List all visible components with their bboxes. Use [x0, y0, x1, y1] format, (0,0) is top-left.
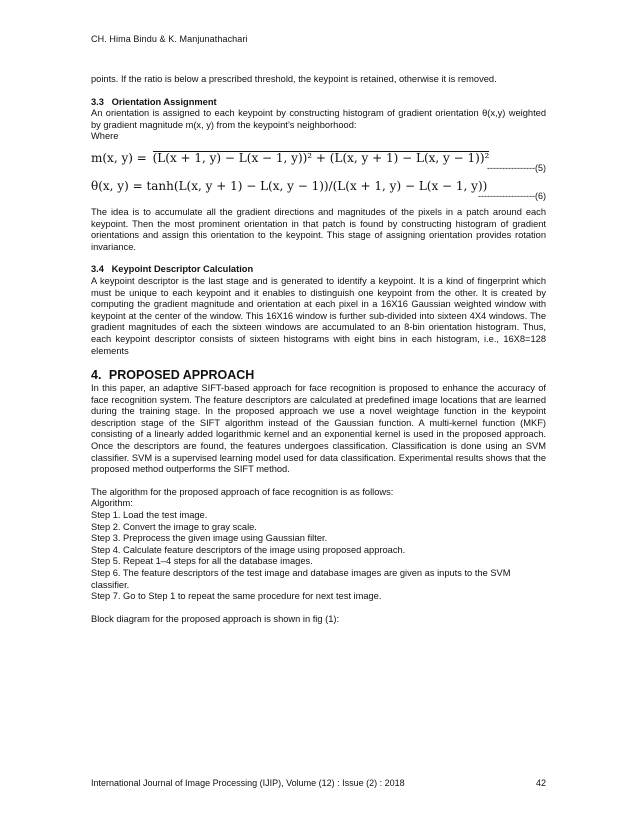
section-4-paragraph: In this paper, an adaptive SIFT-based approach for face recognition is proposed to enhance the accuracy of face recognition system. The feature descriptors are calculated at predefined image locations that are learned during the training stage. In the proposed approach we use a novel weightage function in the keypoint description stage of the SIFT algorithm instead of the Gaussian function. A multi-kernel function (MKF) consisting of a linearly added logarithmic kernel and an exponential kernel is used in the proposed approach. Once the descriptors are found, the features undergoes classification. Classification is done using an SVM classifier. SVM is a supervised learning model used for data classification. Experimental results shows that the proposed method outperforms the SIFT method.: [91, 383, 546, 475]
algorithm-step: Step 5. Repeat 1–4 steps for all the database images.: [91, 556, 313, 567]
algorithm-step: Step 6. The feature descriptors of the test image and database images are given as inputs to the SVM classifier.: [91, 568, 511, 590]
equation-6-expression: θ(x, y) = tanh(L(x, y + 1) − L(x, y − 1))/(L(x + 1, y) − L(x − 1, y)): [91, 178, 488, 193]
section-3-3-number: 3.3: [91, 96, 104, 107]
equation-5-lhs: m(x, y) =: [91, 150, 151, 165]
equation-6: [91, 179, 546, 203]
algorithm-step: Step 7. Go to Step 1 to repeat the same procedure for next test image.: [91, 591, 382, 602]
section-4-number: 4.: [91, 368, 102, 383]
section-4-title: PROPOSED APPROACH: [108, 368, 255, 383]
section-4-heading: [91, 368, 546, 383]
algorithm-label: Algorithm:: [91, 498, 133, 509]
page-footer: [91, 778, 546, 788]
page-number: 42: [535, 778, 546, 788]
equation-5-radicand: (L(x + 1, y) − L(x − 1, y))² + (L(x, y + 1) − L(x, y − 1))²: [152, 150, 490, 165]
section-3-4-paragraph: A keypoint descriptor is the last stage and is generated to identify a keypoint. It is a kind of fingerprint which must be unique to each keypoint and it enables to distinguish one keypoint from the other. It is created by computing the gradient magnitude and orientation at each pixel in a 16X16 Gaussian weighted window with keypoint at the center of the window. This 16X16 window is further sub-divided into sixteen 4X4 windows. The gradient magnitudes of each the sixteen windows are accumulated to an 8-bin orientation histogram. Thus, each keypoint descriptor consists of sixteen histograms with eight bins in each histogram, i.e., 16X8=128 elements: [91, 275, 546, 356]
section-3-3-paragraph: An orientation is assigned to each keypoint by constructing histogram of gradient orientation θ(x,y) weighted by gradient magnitude m(x, y) from the keypoint’s neighborhood:: [91, 108, 546, 130]
section-3-4-number: 3.4: [91, 264, 104, 275]
section-3-3-heading: [91, 97, 546, 109]
where-label: Where: [91, 131, 119, 142]
algorithm-step: Step 4. Calculate feature descriptors of the image using proposed approach.: [91, 544, 406, 555]
block-diagram-note: Block diagram for the proposed approach is shown in fig (1):: [91, 613, 340, 624]
algorithm-step: Step 2. Convert the image to gray scale.: [91, 521, 257, 532]
algorithm-intro: The algorithm for the proposed approach of face recognition is as follows:: [91, 486, 394, 497]
section-3-4-heading: [91, 264, 546, 276]
algorithm-steps: [91, 510, 546, 603]
section-3-3-paragraph-2: The idea is to accumulate all the gradient directions and magnitudes of the pixels in a patch around each keypoint. Then the most prominent orientation in that patch is found by constructing histogram of gradient orientations and assign this orientation to the keypoint. This stage of assigning orientation provides rotation invariance.: [91, 206, 546, 252]
equation-5-expression: [91, 151, 489, 165]
equation-6-number: -------------------(6): [478, 190, 546, 201]
equation-5-number: ----------------(5): [487, 162, 546, 173]
page-body: [91, 74, 546, 625]
section-3-3-title: Orientation Assignment: [111, 96, 217, 107]
equation-5: [91, 143, 546, 179]
algorithm-step: Step 3. Preprocess the given image using Gaussian filter.: [91, 533, 328, 544]
intro-paragraph: points. If the ratio is below a prescribed threshold, the keypoint is retained, otherwise it is removed.: [91, 74, 497, 84]
running-head-authors: CH. Hima Bindu & K. Manjunathachari: [91, 34, 248, 44]
footer-journal: International Journal of Image Processing (IJIP), Volume (12) : Issue (2) : 2018: [91, 778, 405, 788]
section-3-4-title: Keypoint Descriptor Calculation: [111, 264, 254, 275]
algorithm-step: Step 1. Load the test image.: [91, 510, 208, 521]
